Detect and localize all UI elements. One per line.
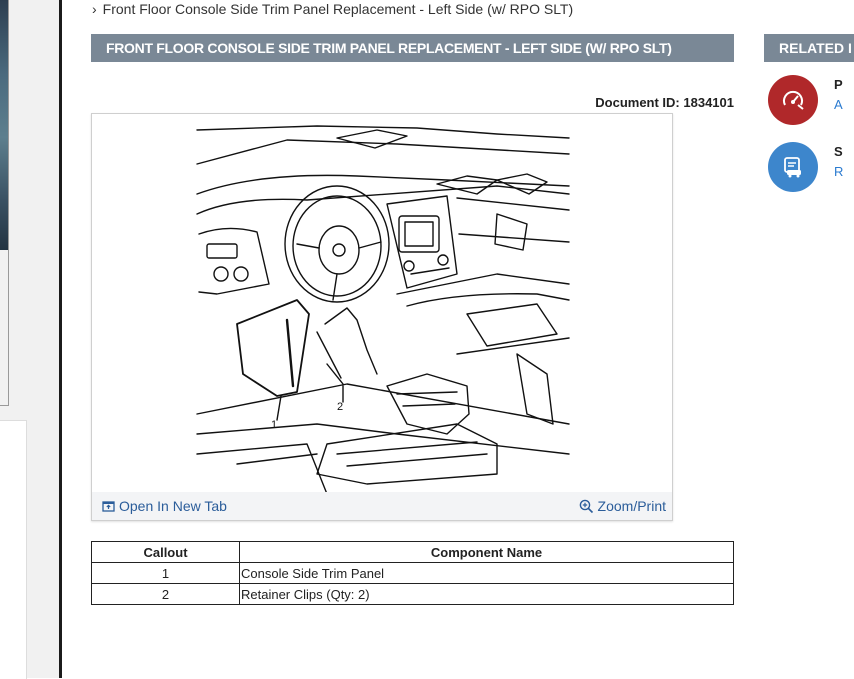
car-service-icon: [768, 142, 818, 192]
zoom-print-link[interactable]: [579, 498, 666, 514]
divider: [59, 0, 62, 678]
column-header-component: Component Name: [240, 542, 734, 563]
component-name-cell: Retainer Clips (Qty: 2): [240, 584, 734, 605]
related-item-title: S: [834, 144, 843, 159]
document-id: Document ID: 1834101: [595, 95, 734, 110]
callout-table: [91, 541, 734, 605]
callout-cell: 2: [92, 584, 240, 605]
zoom-print-label: Zoom/Print: [597, 498, 666, 514]
zoom-in-icon: [579, 499, 594, 514]
breadcrumb[interactable]: [92, 0, 573, 18]
open-new-tab-label: Open In New Tab: [119, 498, 227, 514]
left-panel: [0, 420, 27, 679]
console-trim-illustration: [197, 124, 569, 494]
component-name-cell: Console Side Trim Panel: [240, 563, 734, 584]
callout-1-label: 1: [271, 419, 278, 431]
related-info-header: RELATED I: [764, 34, 854, 62]
page-title: FRONT FLOOR CONSOLE SIDE TRIM PANEL REPLACEMENT - LEFT SIDE (W/ RPO SLT): [91, 34, 734, 62]
callout-2-label: 2: [337, 401, 344, 413]
chevron-right-icon: ›: [92, 1, 97, 17]
illustration-figure: [91, 113, 673, 521]
open-new-tab-icon: [102, 500, 115, 513]
breadcrumb-label[interactable]: Front Floor Console Side Trim Panel Replacement - Left Side (w/ RPO SLT): [102, 1, 574, 17]
open-new-tab-link[interactable]: [102, 498, 227, 514]
thumbnail-frame: [0, 0, 9, 406]
column-header-callout: Callout: [92, 542, 240, 563]
related-item-link[interactable]: A: [834, 97, 843, 112]
figure-footer: [92, 492, 672, 520]
related-item-2[interactable]: [768, 142, 843, 192]
related-item-link[interactable]: R: [834, 164, 844, 179]
gauge-icon: [768, 75, 818, 125]
related-item-title: P: [834, 77, 843, 92]
table-header-row: [92, 542, 734, 563]
callout-cell: 1: [92, 563, 240, 584]
left-sidebar-strip: [0, 0, 62, 678]
table-row: [92, 584, 734, 605]
related-item-1[interactable]: [768, 75, 843, 125]
table-row: [92, 563, 734, 584]
